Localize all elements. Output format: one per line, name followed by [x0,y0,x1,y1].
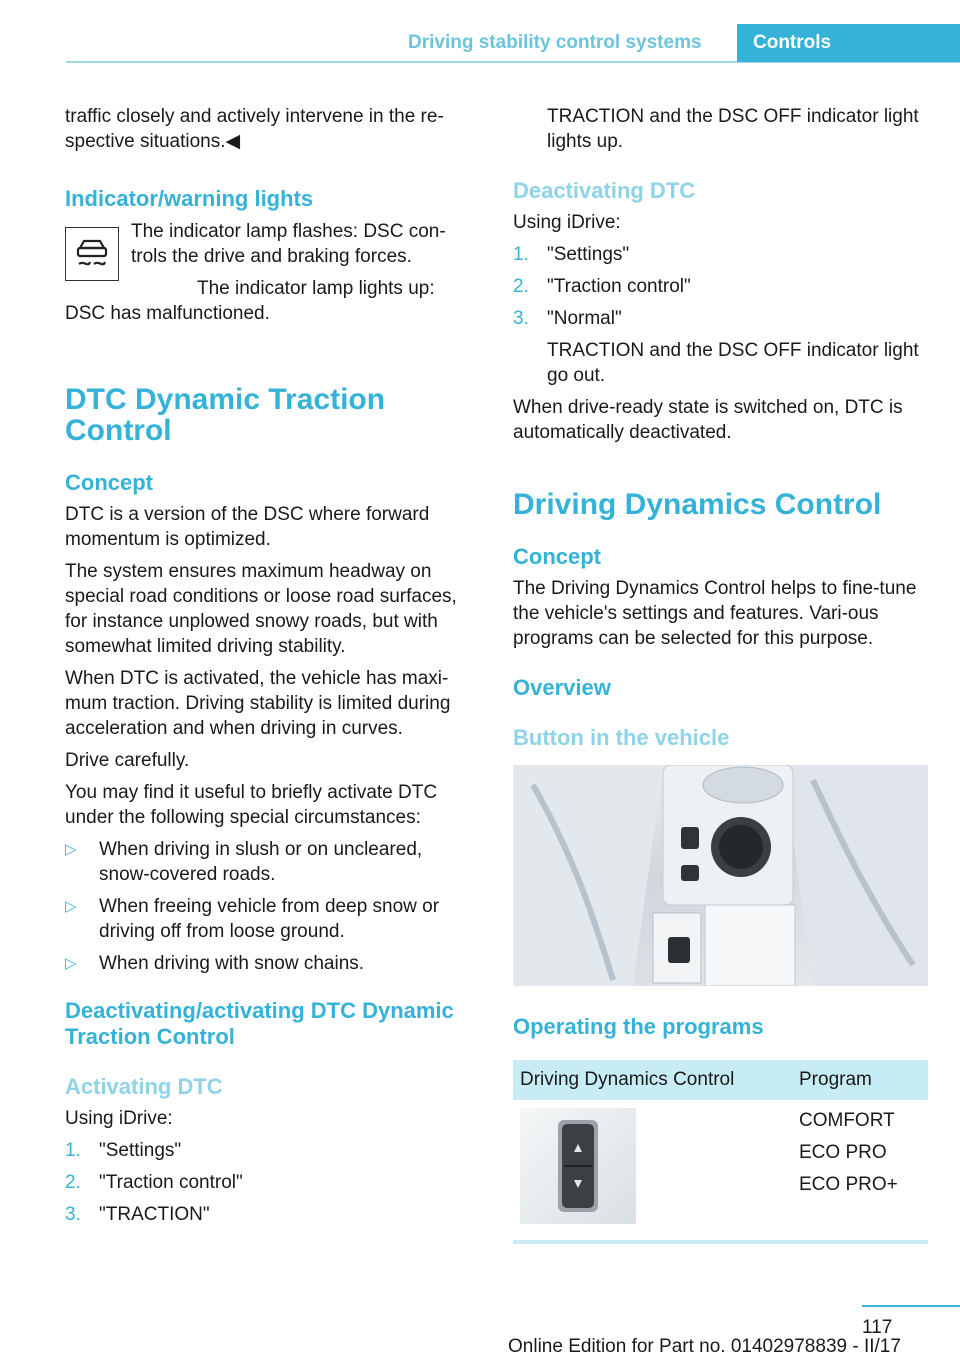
list-item [65,1138,475,1163]
intro-text: traffic closely and actively intervene in the re‐spective situations.◀ [65,106,444,152]
indicator-heading: Indicator/warning lights [65,186,314,211]
list-item [513,242,933,267]
step-number: 2. [65,1172,81,1193]
operating-heading: Operating the programs [513,1014,764,1039]
list-item [65,894,475,944]
step-number: 1. [513,244,529,265]
step-text: "Traction control" [547,276,691,297]
step-text: "Traction control" [99,1172,243,1193]
step-text: "Normal" [547,308,622,329]
activating-heading: Activating DTC [65,1074,223,1099]
page-number: 117 [862,1317,893,1338]
chapter-tab-label: Controls [753,32,832,53]
deactivate-steps [513,242,933,331]
list-item [513,306,933,331]
concept-p3: When DTC is activated, the vehicle has maxi‐mum traction. Driving stability is limited during acceleration and when driving in curves. [65,668,451,739]
table-header-control: Driving Dynamics Control [513,1060,792,1100]
using-idrive-text: Using iDrive: [513,212,621,233]
deactivating-heading: Deactivating DTC [513,178,696,203]
deactivate-result: TRACTION and the DSC OFF indicator light go out. [547,340,919,386]
indicator-flash-text: The indicator lamp flashes: DSC con‐trols the drive and braking forces. [131,221,446,267]
concept-p1: DTC is a version of the DSC where forward momentum is optimized. [65,504,430,550]
triangle-bullet-icon: ▷ [65,955,77,972]
list-item [65,951,475,976]
list-item [65,1202,475,1227]
concept-p2: The system ensures maximum headway on special road conditions or loose road surfaces, for instance unplowed snowy roads, but with somewhat limited driving stability. [65,561,457,657]
table-header-program: Program [792,1060,928,1100]
concept-heading: Concept [65,470,153,495]
overview-heading: Overview [513,675,611,700]
program-eco-pro: ECO PRO [799,1142,887,1163]
table-bottom-rule [513,1240,928,1244]
program-comfort: COMFORT [799,1110,895,1131]
dtc-title: DTC Dynamic Traction Control [65,383,386,447]
edition-text: Online Edition for Part no. 01402978839 - II/17 [508,1336,901,1357]
dsc-indicator-icon [65,227,119,281]
step-number: 1. [65,1140,81,1161]
ddc-concept-heading: Concept [513,544,601,569]
ddc-concept-text: The Driving Dynamics Control helps to fine‐tune the vehicle's settings and features. Vari‐ous programs can be selected for this purpose. [513,578,917,649]
step-text: "Settings" [547,244,630,265]
concept-p4: Drive carefully. [65,750,190,771]
list-item [65,1170,475,1195]
indicator-lit-text: The indicator lamp lights up: DSC has malfunctioned. [65,278,435,324]
deact-activate-heading: Deactivating/activating DTC Dynamic Traction Control [65,998,454,1049]
activate-steps [65,1138,475,1227]
chapter-tab[interactable] [737,24,960,62]
button-heading: Button in the vehicle [513,725,730,750]
list-item-text: When driving with snow chains. [99,953,365,974]
console-photo [513,765,928,986]
table-header-row [513,1060,928,1100]
using-idrive-text: Using iDrive: [65,1108,173,1129]
list-item-text: When freeing vehicle from deep snow or driving off from loose ground. [99,896,440,942]
table-row [513,1100,928,1232]
step-number: 3. [65,1204,81,1225]
triangle-bullet-icon: ▷ [65,898,77,915]
list-item-text: When driving in slush or on uncleared, snow-covered roads. [99,839,423,885]
program-eco-pro-plus: ECO PRO+ [799,1174,898,1195]
right-column [513,104,933,1244]
left-column [65,104,475,1234]
list-item [65,837,475,887]
program-list-cell [792,1100,928,1232]
circumstance-list [65,837,475,976]
concept-p5: You may find it useful to briefly activate DTC under the following special circumstances: [65,782,438,828]
step-text: "TRACTION" [99,1204,210,1225]
ddc-rocker-switch-icon [520,1108,636,1224]
ddc-switch-cell [513,1100,792,1232]
section-title: Driving stability control systems [408,32,702,53]
step-number: 2. [513,276,529,297]
step-number: 3. [513,308,529,329]
triangle-bullet-icon: ▷ [65,841,77,858]
activate-result: TRACTION and the DSC OFF indicator light lights up. [547,106,919,152]
auto-deactivate-note: When drive-ready state is switched on, DTC is automatically deactivated. [513,397,903,443]
step-text: "Settings" [99,1140,182,1161]
programs-table [513,1060,928,1232]
footer-rule [862,1305,960,1307]
list-item [513,274,933,299]
ddc-title: Driving Dynamics Control [513,488,882,521]
